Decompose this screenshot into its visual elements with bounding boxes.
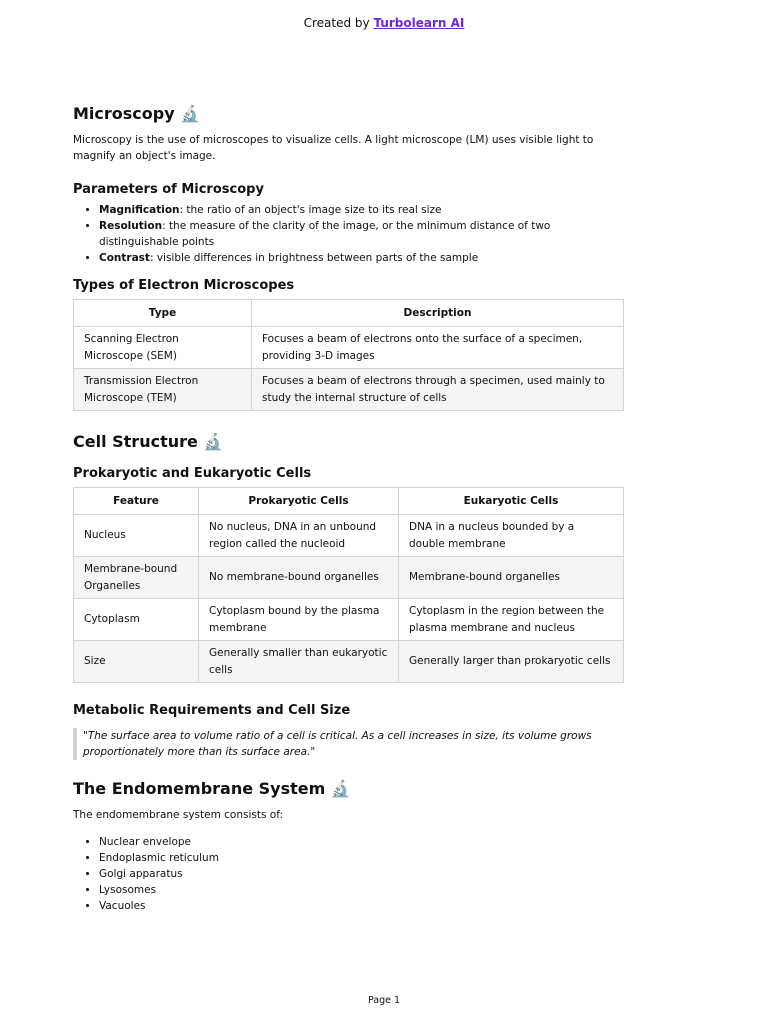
term: Contrast	[99, 252, 150, 264]
definition: : the measure of the clarity of the image, or the minimum distance of two distinguishable points	[99, 220, 551, 248]
list-item: • Golgi apparatus	[99, 866, 624, 882]
table-row	[74, 557, 624, 599]
table-cell: Membrane-bound Organelles	[74, 557, 199, 599]
comparison-heading: Prokaryotic and Eukaryotic Cells	[73, 466, 312, 481]
list-item	[99, 218, 624, 250]
table-cell: Scanning Electron Microscope (SEM)	[74, 327, 252, 369]
metabolic-heading: Metabolic Requirements and Cell Size	[73, 703, 351, 718]
table-row	[74, 515, 624, 557]
column-header: Eukaryotic Cells	[399, 488, 624, 515]
column-header: Description	[252, 300, 624, 327]
table-cell: No nucleus, DNA in an unbound region called the nucleoid	[199, 515, 399, 557]
electron-microscopes-heading: Types of Electron Microscopes	[73, 278, 295, 293]
table-cell: Focuses a beam of electrons onto the surface of a specimen, providing 3-D images	[252, 327, 624, 369]
table-cell: Generally larger than prokaryotic cells	[399, 641, 624, 683]
table-cell: Size	[74, 641, 199, 683]
column-header: Type	[74, 300, 252, 327]
list-item: • Endoplasmic reticulum	[99, 850, 624, 866]
table-cell: Cytoplasm in the region between the plasma membrane and nucleus	[399, 599, 624, 641]
parameters-list	[73, 202, 624, 266]
list-item	[99, 202, 624, 218]
cell-structure-heading: Cell Structure 🔬	[73, 432, 224, 451]
list-item	[99, 250, 624, 266]
table-row	[74, 369, 624, 411]
definition: : visible differences in brightness between parts of the sample	[149, 252, 479, 264]
table-cell: Transmission Electron Microscope (TEM)	[74, 369, 252, 411]
list-item: • Lysosomes	[99, 882, 624, 898]
table-cell: No membrane-bound organelles	[199, 557, 399, 599]
table-row	[74, 599, 624, 641]
list-item: • Vacuoles	[99, 898, 624, 914]
list-item: • Nuclear envelope	[99, 834, 624, 850]
microscopy-intro: Microscopy is the use of microscopes to visualize cells. A light microscope (LM) uses visible light to magnify an object's image.	[73, 134, 594, 162]
endomembrane-list	[73, 834, 624, 914]
table-cell: Cytoplasm	[74, 599, 199, 641]
created-by-text: Created by	[303, 16, 370, 30]
table-cell: Nucleus	[74, 515, 199, 557]
microscopy-heading: Microscopy 🔬	[73, 104, 201, 123]
turbolearn-link[interactable]: Turbolearn AI	[373, 16, 465, 30]
electron-microscopes-table	[73, 299, 624, 411]
page-number: Page 1	[367, 995, 401, 1006]
column-header: Feature	[74, 488, 199, 515]
table-cell: DNA in a nucleus bounded by a double membrane	[399, 515, 624, 557]
table-cell: Cytoplasm bound by the plasma membrane	[199, 599, 399, 641]
endomembrane-heading: The Endomembrane System 🔬	[73, 779, 351, 798]
term: Magnification	[99, 204, 180, 216]
metabolic-quote: "The surface area to volume ratio of a cell is critical. As a cell increases in size, its volume grows proportionately more than its surface area."	[73, 728, 624, 760]
table-cell: Generally smaller than eukaryotic cells	[199, 641, 399, 683]
page-header	[0, 16, 768, 30]
column-header: Prokaryotic Cells	[199, 488, 399, 515]
table-cell: Membrane-bound organelles	[399, 557, 624, 599]
parameters-heading: Parameters of Microscopy	[73, 182, 264, 197]
table-row	[74, 327, 624, 369]
table-cell: Focuses a beam of electrons through a specimen, used mainly to study the internal structure of cells	[252, 369, 624, 411]
definition: : the ratio of an object's image size to its real size	[179, 204, 442, 216]
table-row	[74, 641, 624, 683]
cell-comparison-table	[73, 487, 624, 683]
microscopy-section	[73, 104, 624, 124]
term: Resolution	[99, 220, 163, 232]
endomembrane-intro: The endomembrane system consists of:	[73, 809, 284, 821]
